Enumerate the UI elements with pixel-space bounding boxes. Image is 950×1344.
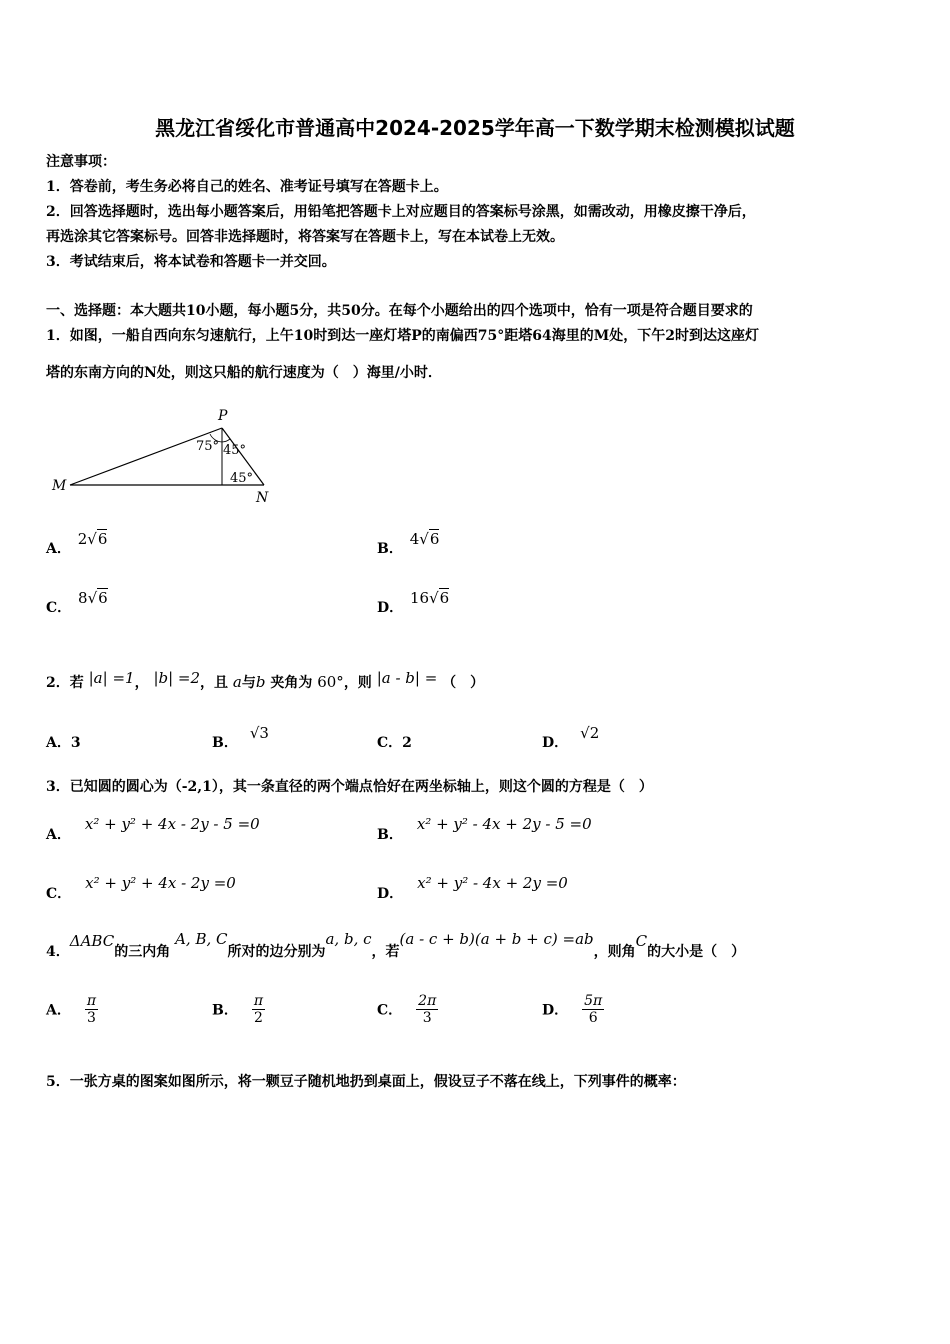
q1-option-c[interactable]: C． 8√6 <box>46 589 108 616</box>
q2-option-a[interactable]: A．3 <box>46 735 81 751</box>
angle-arc-45 <box>222 439 230 442</box>
notice-item: 再选涂其它答案标号。回答非选择题时，将答案写在答题卡上，写在本试卷上无效。 <box>46 229 564 245</box>
q3-option-b[interactable]: B．x² + y² - 4x + 2y - 5 =0 <box>377 815 592 843</box>
q3-option-a[interactable]: A．x² + y² + 4x - 2y - 5 =0 <box>46 815 260 843</box>
q1-text: 1．如图，一船自西向东匀速航行，上午10时到达一座灯塔P的南偏西75°距塔64海里的M处，下午2时到达这座灯 <box>46 328 759 344</box>
q4-option-c[interactable]: C． $\frac{2\pi}{3}$ <box>377 993 437 1026</box>
section-heading: 一、选择题：本大题共10小题，每小题5分，共50分。在每个小题给出的四个选项中，恰有一项是符合题目要求的 <box>46 303 753 319</box>
page-title: 黑龙江省绥化市普通高中2024-2025学年高一下数学期末检测模拟试题 <box>155 116 795 140</box>
q1-triangle-figure <box>50 402 280 507</box>
label-p: P <box>218 408 228 424</box>
line-mp <box>70 428 222 485</box>
q1-option-a[interactable]: A． 2√6 <box>46 530 108 557</box>
q4-option-d[interactable]: D． $\frac{5\pi}{6}$ <box>542 993 603 1026</box>
notice-item: 3．考试结束后，将本试卷和答题卡一并交回。 <box>46 254 336 270</box>
q2-text: 2．若 |a| =1， |b| =2，且 a与b 夹角为 60°，则 |a - b| = （ ） <box>46 669 485 691</box>
q4-option-b[interactable]: B． $\frac{\pi}{2}$ <box>212 993 264 1026</box>
label-n: N <box>256 490 269 506</box>
label-45-top: 45° <box>223 443 247 458</box>
q3-option-d[interactable]: D．x² + y² - 4x + 2y =0 <box>377 874 568 902</box>
q2-option-d[interactable]: D．√2 <box>542 724 600 751</box>
label-45-bottom: 45° <box>230 471 254 486</box>
notice-item: 2．回答选择题时，选出每小题答案后，用铅笔把答题卡上对应题目的答案标号涂黑，如需改动，用橡皮擦干净后， <box>46 204 756 220</box>
label-m: M <box>52 478 67 494</box>
q1-option-d[interactable]: D． 16√6 <box>377 589 450 616</box>
q4-text: 4．ΔABC的三内角 A, B, C所对的边分别为a, b, c，若(a - c + b)(a + b + c) =ab，则角C的大小是（ ） <box>46 930 746 960</box>
q1-text: 塔的东南方向的N处，则这只船的航行速度为（ ）海里/小时． <box>46 365 442 381</box>
label-75: 75° <box>196 439 220 454</box>
q4-option-a[interactable]: A． $\frac{\pi}{3}$ <box>46 993 97 1026</box>
q3-text: 3．已知圆的圆心为（-2,1），其一条直径的两个端点恰好在两坐标轴上，则这个圆的方程是（ ） <box>46 779 653 795</box>
notice-item: 1．答卷前，考生务必将自己的姓名、准考证号填写在答题卡上。 <box>46 179 448 195</box>
q2-option-c[interactable]: C．2 <box>377 735 412 751</box>
q3-option-c[interactable]: C．x² + y² + 4x - 2y =0 <box>46 874 236 902</box>
q1-option-b[interactable]: B． 4√6 <box>377 530 440 557</box>
q2-option-b[interactable]: B．√3 <box>212 724 269 751</box>
q5-text: 5．一张方桌的图案如图所示，将一颗豆子随机地扔到桌面上，假设豆子不落在线上，下列事件的概率： <box>46 1074 686 1090</box>
notice-heading: 注意事项： <box>46 154 116 170</box>
